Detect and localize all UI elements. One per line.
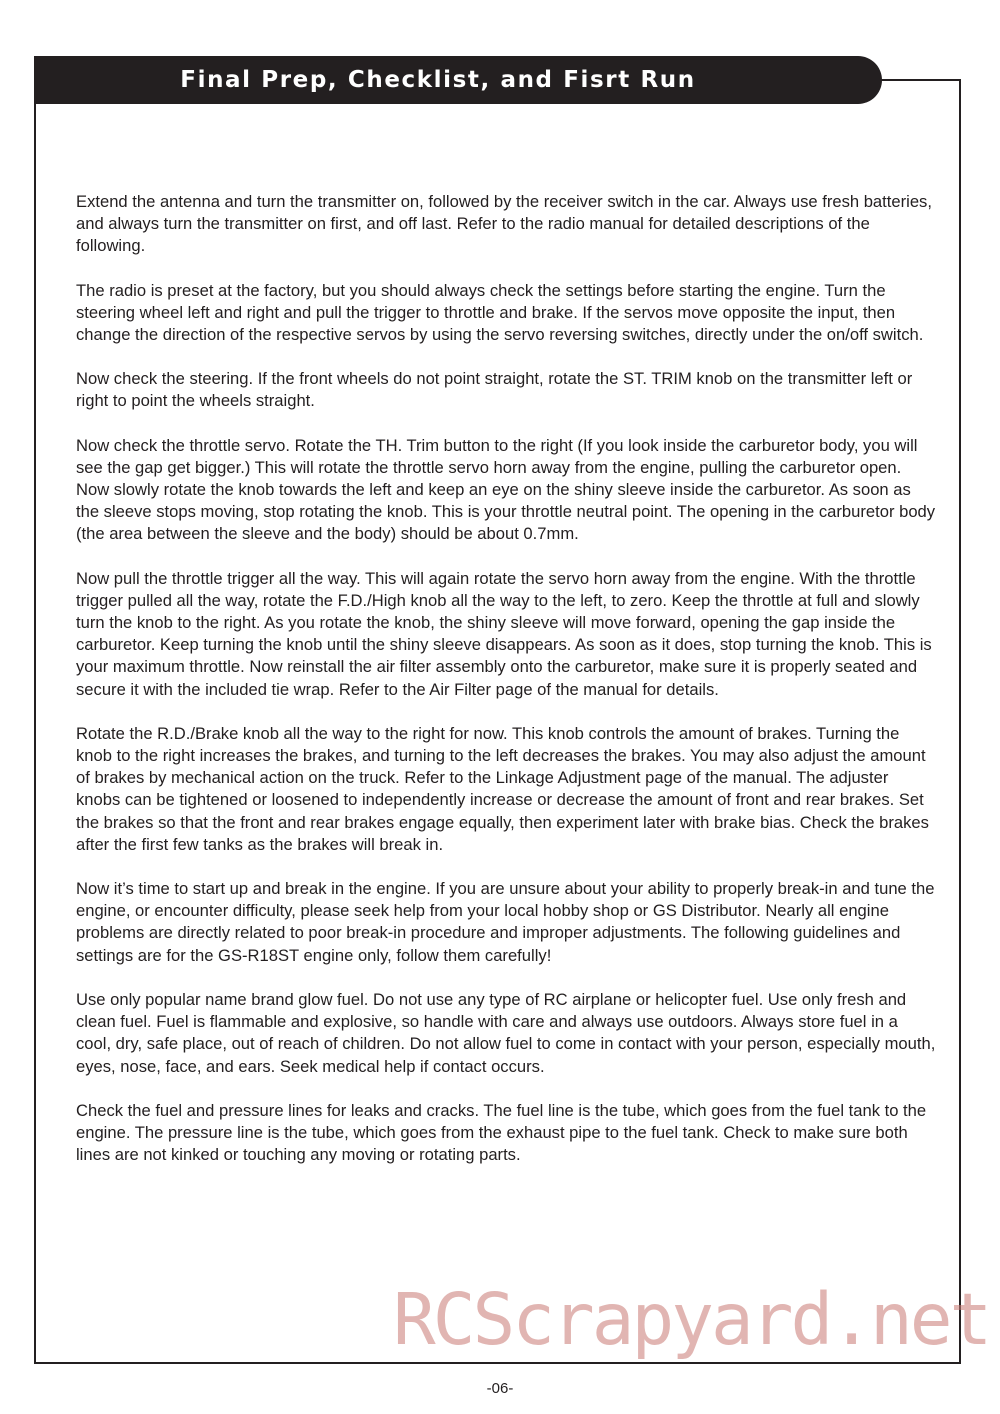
paragraph-steering: Now check the steering. If the front wheels do not point straight, rotate the ST. TRIM knob on the transmitter left or right to point the wheels straight. — [76, 369, 913, 411]
page-number: -06- — [486, 1380, 514, 1397]
paragraph-antenna: Extend the antenna and turn the transmitter on, followed by the receiver switch in the car. Always use fresh batteries, and always turn the transmitter on first, and off last. Refer to the radio manual for detailed descriptions of the following. — [76, 192, 932, 256]
paragraph-brake-knob: Rotate the R.D./Brake knob all the way to the right for now. This knob controls the amount of brakes. Turning the knob to the right increases the brakes, and turning to the left decreases the brakes. You may also adjust the amount of brakes by mechanical action on the truck. Refer to the Linkage Adjustment page of the manual. The adjuster knobs can be tightened or loosened to independently increase or decrease the amount of front and rear brakes. Set the brakes so that the front and rear brakes engage equally, then experiment later with brake bias. Check the brakes after the first few tanks as the brakes will break in. — [76, 723, 929, 854]
paragraph-break-in: Now it’s time to start up and break in the engine. If you are unsure about your ability to properly break-in and tune the engine, or encounter difficulty, please seek help from your local hobby shop or GS Distributor. Nearly all engine problems are directly related to poor break-in procedure and improper adjustments. The following guidelines and settings are for the GS-R18ST engine only, follow them carefully! — [76, 879, 935, 965]
paragraph-radio-preset: The radio is preset at the factory, but you should always check the settings before starting the engine. Turn the steering wheel left and right and pull the trigger to throttle and brake. If the servos move opposite the input, then change the direction of the respective servos by using the servo reversing switches, directly under the on/off switch. — [76, 280, 924, 345]
paragraph-fuel-safety: Use only popular name brand glow fuel. Do not use any type of RC airplane or helicopter fuel. Use only fresh and clean fuel. Fuel is flammable and explosive, so handle with care and always use outdoors. Always store fuel in a cool, dry, safe place, out of reach of children. Do not allow fuel to come in contact with your person, especially mouth, eyes, nose, face, and ears. Seek medical help if contact occurs. — [76, 989, 936, 1076]
watermark: RCScrapyard.net — [393, 1278, 990, 1361]
body-text — [76, 191, 936, 1188]
paragraph-throttle-servo: Now check the throttle servo. Rotate the TH. Trim button to the right (If you look inside the carburetor body, you will see the gap get bigger.) This will rotate the throttle servo horn away from the engine, pulling the carburetor open. Now slowly rotate the knob towards the left and keep an eye on the shiny sleeve inside the carburetor. As soon as the sleeve stops moving, stop rotating the knob. This is your throttle neutral point. The opening in the carburetor body (the area between the sleeve and the body) should be about 0.7mm. — [76, 435, 936, 544]
page-title: Final Prep, Checklist, and Fisrt Run — [180, 67, 696, 93]
paragraph-fuel-lines: Check the fuel and pressure lines for leaks and cracks. The fuel line is the tube, which goes from the fuel tank to the engine. The pressure line is the tube, which goes from the exhaust pipe to the fuel tank. Check to make sure both lines are not kinked or touching any moving or rotating parts. — [76, 1100, 927, 1165]
paragraph-throttle-trigger: Now pull the throttle trigger all the way. This will again rotate the servo horn away from the engine. With the throttle trigger pulled all the way, rotate the F.D./High knob all the way to the left, to zero. Keep the throttle at full and slowly turn the knob to the right. As you rotate the knob, the shiny sleeve will move forward, opening the gap inside the carburetor. Keep turning the knob until the shiny sleeve disappears. As soon as it does, stop turning the knob. This is your maximum throttle. Now reinstall the air filter assembly onto the carburetor, make sure it is properly seated and secure it with the included tie wrap. Refer to the Air Filter page of the manual for details. — [76, 568, 932, 699]
section-title-bar — [34, 56, 882, 104]
